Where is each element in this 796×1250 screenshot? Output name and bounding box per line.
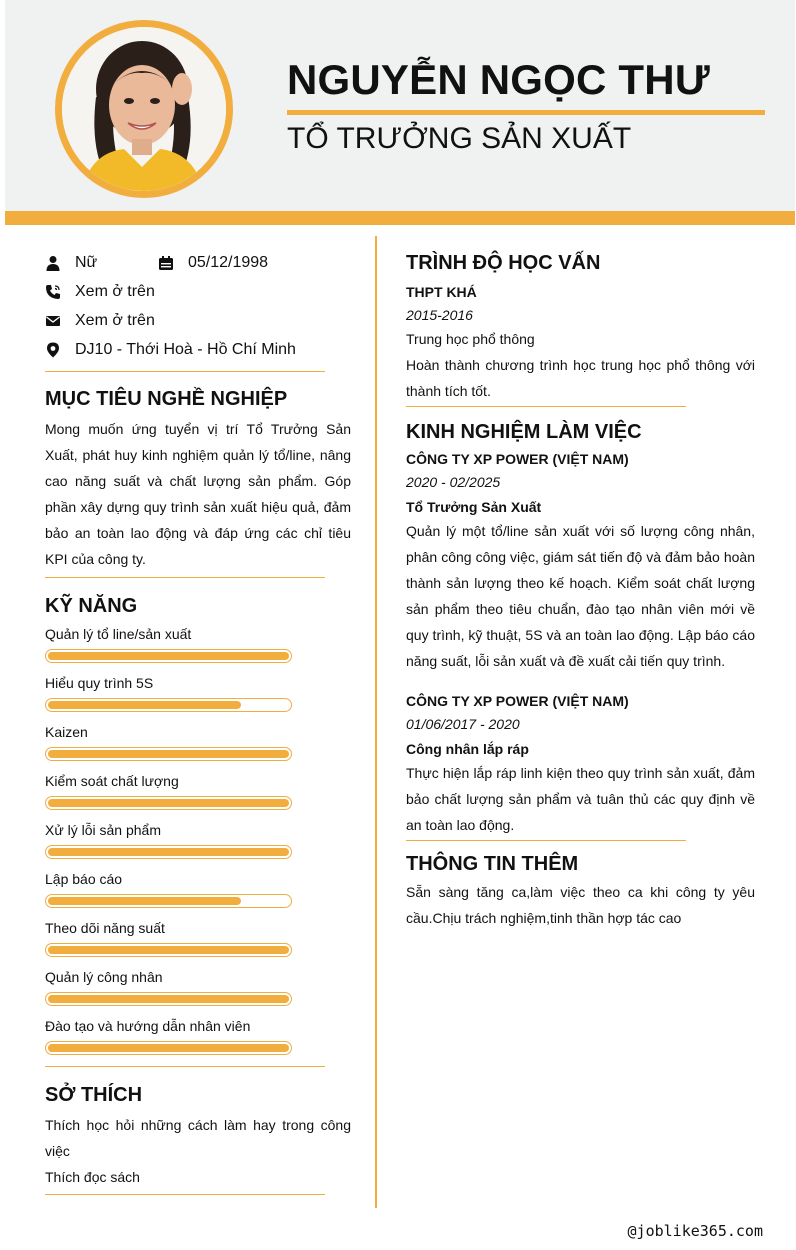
- skill-bar-fill: [48, 799, 289, 807]
- section-divider: [45, 371, 325, 372]
- skill-bar: [45, 943, 292, 957]
- skill-item: [45, 1017, 351, 1055]
- header-accent-bar: [5, 211, 795, 225]
- address-value: DJ10 - Thới Hoà - Hồ Chí Minh: [75, 340, 296, 358]
- skill-item: [45, 821, 351, 859]
- name-underline: [287, 110, 765, 115]
- section-divider: [406, 840, 686, 841]
- experience-company: CÔNG TY XP POWER (VIỆT NAM): [406, 451, 629, 467]
- skill-bar-fill: [48, 652, 289, 660]
- skills-title: KỸ NĂNG: [45, 595, 138, 617]
- skill-item: [45, 968, 351, 1006]
- experience-period: 01/06/2017 - 2020: [406, 716, 520, 732]
- skill-name: Kaizen: [45, 724, 88, 740]
- job-title: TỔ TRƯỞNG SẢN XUẤT: [287, 122, 632, 155]
- section-divider: [45, 1194, 325, 1195]
- birthday-value: 05/12/1998: [188, 253, 269, 271]
- skill-bar: [45, 1041, 292, 1055]
- contact-gender-birthday-row: [45, 248, 351, 277]
- right-column: [406, 252, 755, 931]
- skill-item: [45, 870, 351, 908]
- contact-phone-row: [45, 277, 351, 306]
- skill-bar-fill: [48, 848, 289, 856]
- section-divider: [45, 1066, 325, 1067]
- contact-address-row: [45, 335, 351, 364]
- education-period: 2015-2016: [406, 307, 473, 323]
- skill-bar: [45, 992, 292, 1006]
- skill-bar: [45, 894, 292, 908]
- skill-bar: [45, 649, 292, 663]
- objective-text: Mong muốn ứng tuyển vị trí Tổ Trưởng Sản Xuất, phát huy kinh nghiệm quản lý tổ/line, nâng cao năng suất và chất lượng sản phẩm. Góp phần xây dựng quy trình sản xuất hiệu quả, đảm bảo an toàn lao động và đáp ứng các chỉ tiêu KPI của công ty.: [45, 421, 351, 567]
- skill-name: Hiểu quy trình 5S: [45, 675, 154, 691]
- skill-bar-fill: [48, 995, 289, 1003]
- skill-name: Theo dõi năng suất: [45, 920, 165, 936]
- skill-bar-fill: [48, 897, 241, 905]
- skill-name: Xử lý lỗi sản phẩm: [45, 822, 161, 838]
- email-icon: [45, 313, 61, 329]
- experience-period: 2020 - 02/2025: [406, 474, 501, 490]
- experience-role: Công nhân lắp ráp: [406, 741, 529, 757]
- hobbies-title: SỞ THÍCH: [45, 1084, 143, 1106]
- education-school: THPT KHÁ: [406, 284, 477, 300]
- objective-title: MỤC TIÊU NGHỀ NGHIỆP: [45, 388, 288, 410]
- skill-bar: [45, 698, 292, 712]
- skill-item: [45, 919, 351, 957]
- education-major: Trung học phổ thông: [406, 331, 535, 347]
- experience-item: [406, 450, 755, 674]
- skill-name: Quản lý công nhân: [45, 969, 163, 985]
- skill-name: Lập báo cáo: [45, 871, 123, 887]
- experience-description: Thực hiện lắp ráp linh kiện theo quy trình sản xuất, đảm bảo chất lượng sản phẩm và tuân thủ các quy định về an toàn lao động.: [406, 765, 755, 833]
- user-icon: [45, 255, 61, 271]
- skill-bar: [45, 747, 292, 761]
- skill-item: [45, 723, 351, 761]
- skill-bar: [45, 845, 292, 859]
- skill-bar: [45, 796, 292, 810]
- skill-bar-fill: [48, 750, 289, 758]
- additional-info-text: Sẵn sàng tăng ca,làm việc theo ca khi công ty yêu cầu.Chịu trách nghiệm,tinh thần hợp tác cao: [406, 884, 755, 926]
- location-pin-icon: [45, 342, 61, 358]
- hobby-item: Thích đọc sách: [45, 1169, 140, 1185]
- skill-name: Kiểm soát chất lượng: [45, 773, 179, 789]
- skill-item: [45, 772, 351, 810]
- section-divider: [45, 577, 325, 578]
- candidate-name: NGUYỄN NGỌC THƯ: [287, 56, 710, 103]
- skill-name: Quản lý tổ line/sản xuất: [45, 626, 192, 642]
- education-description: Hoàn thành chương trình học trung học phổ thông với thành tích tốt.: [406, 357, 755, 399]
- gender-value: Nữ: [75, 253, 98, 271]
- left-column: [45, 248, 351, 1195]
- column-divider: [375, 236, 377, 1208]
- experience-title: KINH NGHIỆM LÀM VIỆC: [406, 421, 642, 443]
- skill-bar-fill: [48, 946, 289, 954]
- experience-company: CÔNG TY XP POWER (VIỆT NAM): [406, 693, 629, 709]
- profile-photo: [62, 27, 226, 191]
- phone-value: Xem ở trên: [75, 282, 155, 300]
- email-value: Xem ở trên: [75, 311, 155, 329]
- experience-description: Quản lý một tổ/line sản xuất với số lượng công nhân, phân công công việc, giám sát tiến độ và đảm bảo hoàn thành sản lượng theo kế hoạch. Kiểm soát chất lượng sản phẩm theo tiêu chuẩn, đào tạo nhân viên mới về quy trình, kỹ thuật, 5S và an toàn lao động. Lập báo cáo năng suất, lỗi sản xuất và đề xuất cải tiến quy trình.: [406, 523, 755, 669]
- section-divider: [406, 406, 686, 407]
- hobby-item: Thích học hỏi những cách làm hay trong công việc: [45, 1117, 351, 1159]
- experience-role: Tổ Trưởng Sản Xuất: [406, 499, 542, 515]
- avatar: [55, 20, 233, 198]
- skills-list: [45, 625, 351, 1055]
- additional-info-title: THÔNG TIN THÊM: [406, 853, 579, 875]
- skill-bar-fill: [48, 1044, 289, 1052]
- skill-bar-fill: [48, 701, 241, 709]
- phone-icon: [45, 284, 61, 300]
- skill-item: [45, 674, 351, 712]
- website-watermark: @joblike365.com: [627, 1222, 763, 1240]
- skill-item: [45, 625, 351, 663]
- experience-item: [406, 692, 755, 838]
- calendar-icon: [158, 255, 174, 271]
- contact-email-row: [45, 306, 351, 335]
- education-title: TRÌNH ĐỘ HỌC VẤN: [406, 252, 601, 274]
- skill-name: Đào tạo và hướng dẫn nhân viên: [45, 1018, 251, 1034]
